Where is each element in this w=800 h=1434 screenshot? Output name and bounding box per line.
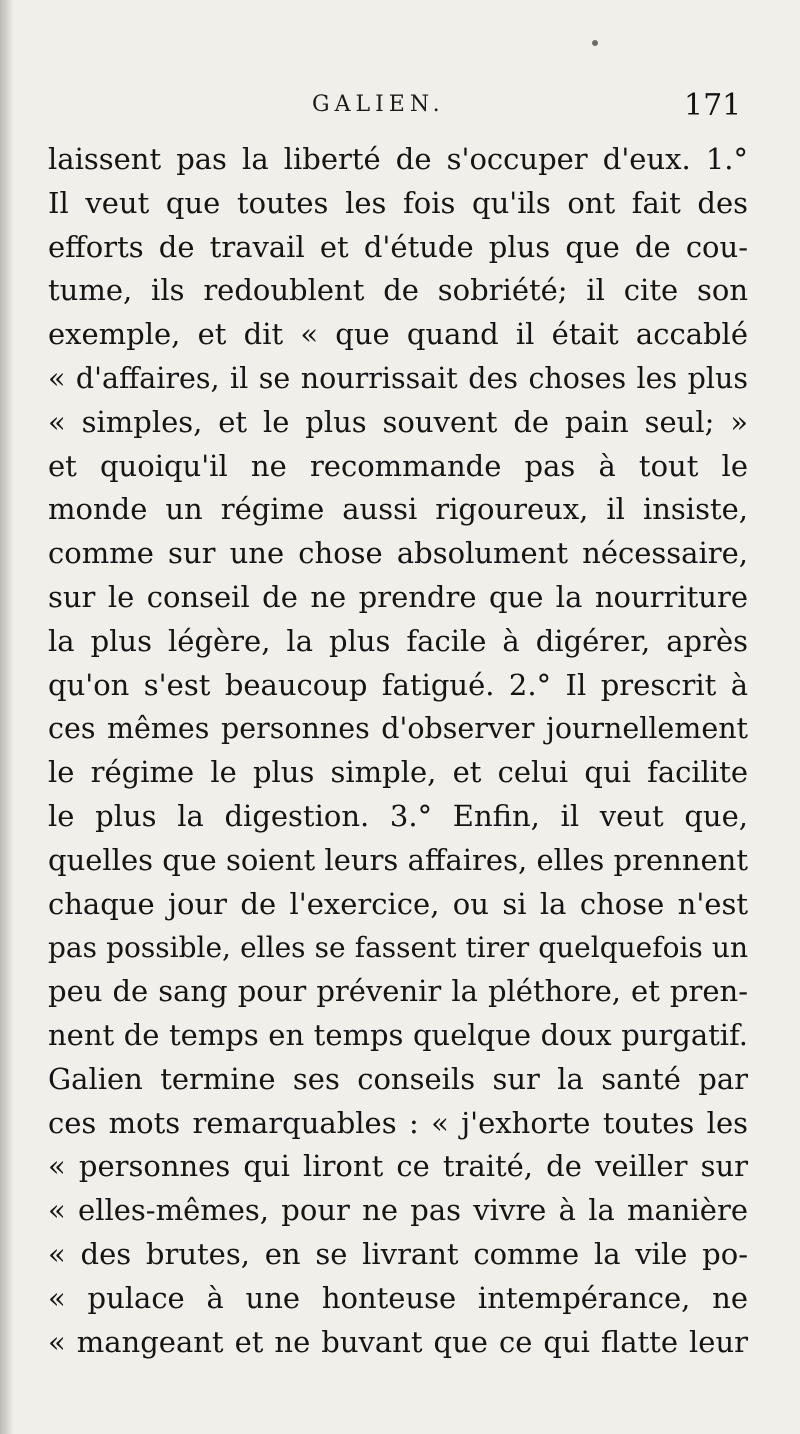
text-line: laissent pas la liberté de s'occuper d'eux. 1.° [48, 142, 748, 176]
text-line: ces mots remarquables : « j'exhorte toutes les [48, 1105, 748, 1140]
text-line: « pulace à une honteuse intempérance, ne [48, 1280, 748, 1315]
page-header [0, 88, 800, 132]
text-line: tume, ils redoublent de sobriété; il cite son [48, 273, 748, 308]
text-line: exemple, et dit « que quand il était accablé [48, 317, 748, 352]
text-line: et quoiqu'il ne recommande pas à tout le [48, 448, 748, 483]
body-text [48, 138, 748, 1364]
paper-speck [592, 40, 598, 46]
text-line: efforts de travail et d'étude plus que de cou- [48, 229, 748, 264]
text-line: la plus légère, la plus facile à digérer, après [48, 623, 748, 658]
text-line: nent de temps en temps quelque doux purgatif. [48, 1017, 748, 1052]
text-line: sur le conseil de ne prendre que la nourriture [48, 579, 748, 614]
text-line: pas possible, elles se fassent tirer quelquefois un [48, 931, 748, 965]
running-head: GALIEN. [312, 92, 445, 117]
text-line: chaque jour de l'exercice, ou si la chose n'est [48, 886, 748, 921]
text-line: Galien termine ses conseils sur la santé par [48, 1061, 748, 1096]
text-line: le plus la digestion. 3.° Enfin, il veut que, [48, 798, 748, 833]
text-line: monde un régime aussi rigoureux, il insiste, [48, 492, 748, 527]
page-number: 171 [684, 88, 742, 123]
text-line: comme sur une chose absolument nécessaire, [48, 536, 748, 571]
text-line: « d'affaires, il se nourrissait des choses les plus [48, 361, 748, 395]
text-line: quelles que soient leurs affaires, elles prennent [48, 842, 748, 877]
text-line: Il veut que toutes les fois qu'ils ont fait des [48, 185, 748, 220]
text-line: « simples, et le plus souvent de pain seul; » [48, 404, 748, 439]
text-line: peu de sang pour prévenir la pléthore, et pren- [48, 974, 748, 1009]
text-line: « personnes qui liront ce traité, de veiller sur [48, 1149, 748, 1184]
text-line: « des brutes, en se livrant comme la vile po- [48, 1236, 748, 1271]
page-edge-shadow [0, 0, 14, 1434]
text-line: le régime le plus simple, et celui qui facilite [48, 755, 748, 790]
text-line: ces mêmes personnes d'observer journellement [48, 712, 748, 746]
text-line: qu'on s'est beaucoup fatigué. 2.° Il prescrit à [48, 667, 748, 702]
text-line: « mangeant et ne buvant que ce qui flatte leur [48, 1324, 748, 1359]
text-line: « elles-mêmes, pour ne pas vivre à la manière [48, 1193, 748, 1228]
